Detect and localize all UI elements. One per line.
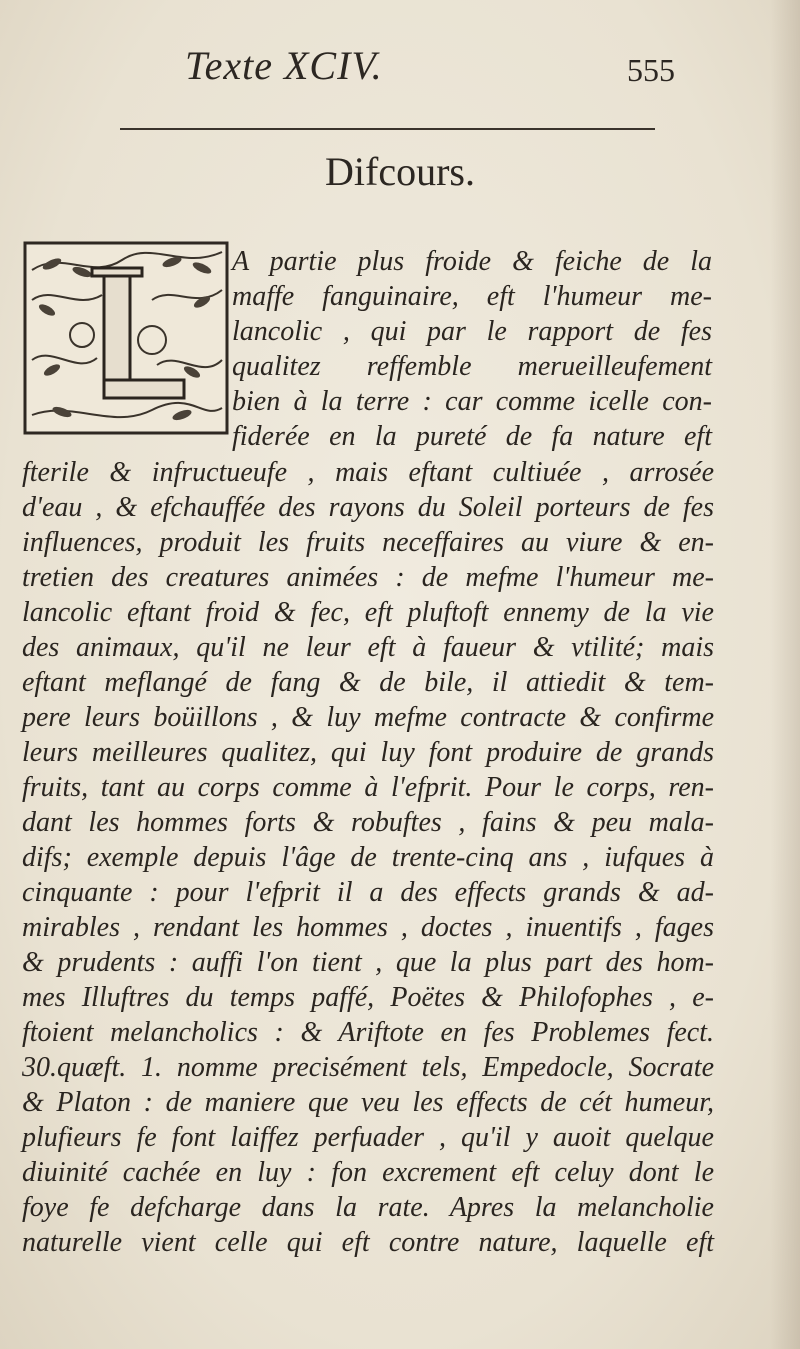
text-line: fiderée en la pureté de fa nature eft bbox=[232, 421, 712, 452]
text-line: maffe fanguinaire, eft l'humeur me- bbox=[232, 281, 712, 312]
text-line: qualitez reffemble merueilleufement bbox=[232, 351, 712, 382]
text-line: influences, produit les fruits neceffaires au viure & en- bbox=[22, 527, 714, 558]
text-line: fruits, tant au corps comme à l'efprit. Pour le corps, ren- bbox=[22, 772, 714, 803]
text-line: lancolic , qui par le rapport de fes bbox=[232, 316, 712, 347]
text-line: diuinité cachée en luy : fon excrement eft celuy dont le bbox=[22, 1157, 714, 1188]
text-line: cinquante : pour l'efprit il a des effects grands & ad- bbox=[22, 877, 714, 908]
text-line: difs; exemple depuis l'âge de trente-cinq ans , iufques à bbox=[22, 842, 714, 873]
running-header-title: Texte XCIV. bbox=[185, 43, 383, 88]
text-line: leurs meilleures qualitez, qui luy font produire de grands bbox=[22, 737, 714, 768]
text-line: ftoient melancholics : & Ariftote en fes Problemes fect. bbox=[22, 1017, 714, 1048]
text-line: pere leurs boüillons , & luy mefme contracte & confirme bbox=[22, 702, 714, 733]
text-line: fterile & infructueufe , mais eftant cultiuée , arrosée bbox=[22, 457, 714, 488]
text-line: 30.quæft. 1. nomme precisément tels, Empedocle, Socrate bbox=[22, 1052, 714, 1083]
text-line: & prudents : auffi l'on tient , que la plus part des hom- bbox=[22, 947, 714, 978]
section-title: Difcours. bbox=[325, 149, 475, 194]
text-line: naturelle vient celle qui eft contre nature, laquelle eft bbox=[22, 1227, 714, 1258]
text-line: eftant meflangé de fang & de bile, il attiedit & tem- bbox=[22, 667, 714, 698]
page-edge-shadow bbox=[770, 0, 800, 1349]
text-line: mirables , rendant les hommes , doctes , inuentifs , fages bbox=[22, 912, 714, 943]
text-line: lancolic eftant froid & fec, eft pluftoft ennemy de la vie bbox=[22, 597, 714, 628]
text-line: tretien des creatures animées : de mefme l'humeur me- bbox=[22, 562, 714, 593]
text-line: foye fe defcharge dans la rate. Apres la melancholie bbox=[22, 1192, 714, 1223]
page-number: 555 bbox=[627, 52, 675, 88]
text-line: bien à la terre : car comme icelle con- bbox=[232, 386, 712, 417]
text-line: & Platon : de maniere que veu les effects de cét humeur, bbox=[22, 1087, 714, 1118]
text-line: dant les hommes forts & robuftes , fains & peu mala- bbox=[22, 807, 714, 838]
text-line: des animaux, qu'il ne leur eft à faueur & vtilité; mais bbox=[22, 632, 714, 663]
text-line: plufieurs fe font laiffez perfuader , qu'il y auoit quelque bbox=[22, 1122, 714, 1153]
ornamental-initial-L bbox=[22, 240, 230, 436]
header-rule bbox=[120, 128, 655, 130]
text-line: d'eau , & efchauffée des rayons du Soleil porteurs de fes bbox=[22, 492, 714, 523]
text-line: A partie plus froide & feiche de la bbox=[232, 246, 712, 277]
text-line: mes Illuftres du temps paffé, Poëtes & Philofophes , e- bbox=[22, 982, 714, 1013]
